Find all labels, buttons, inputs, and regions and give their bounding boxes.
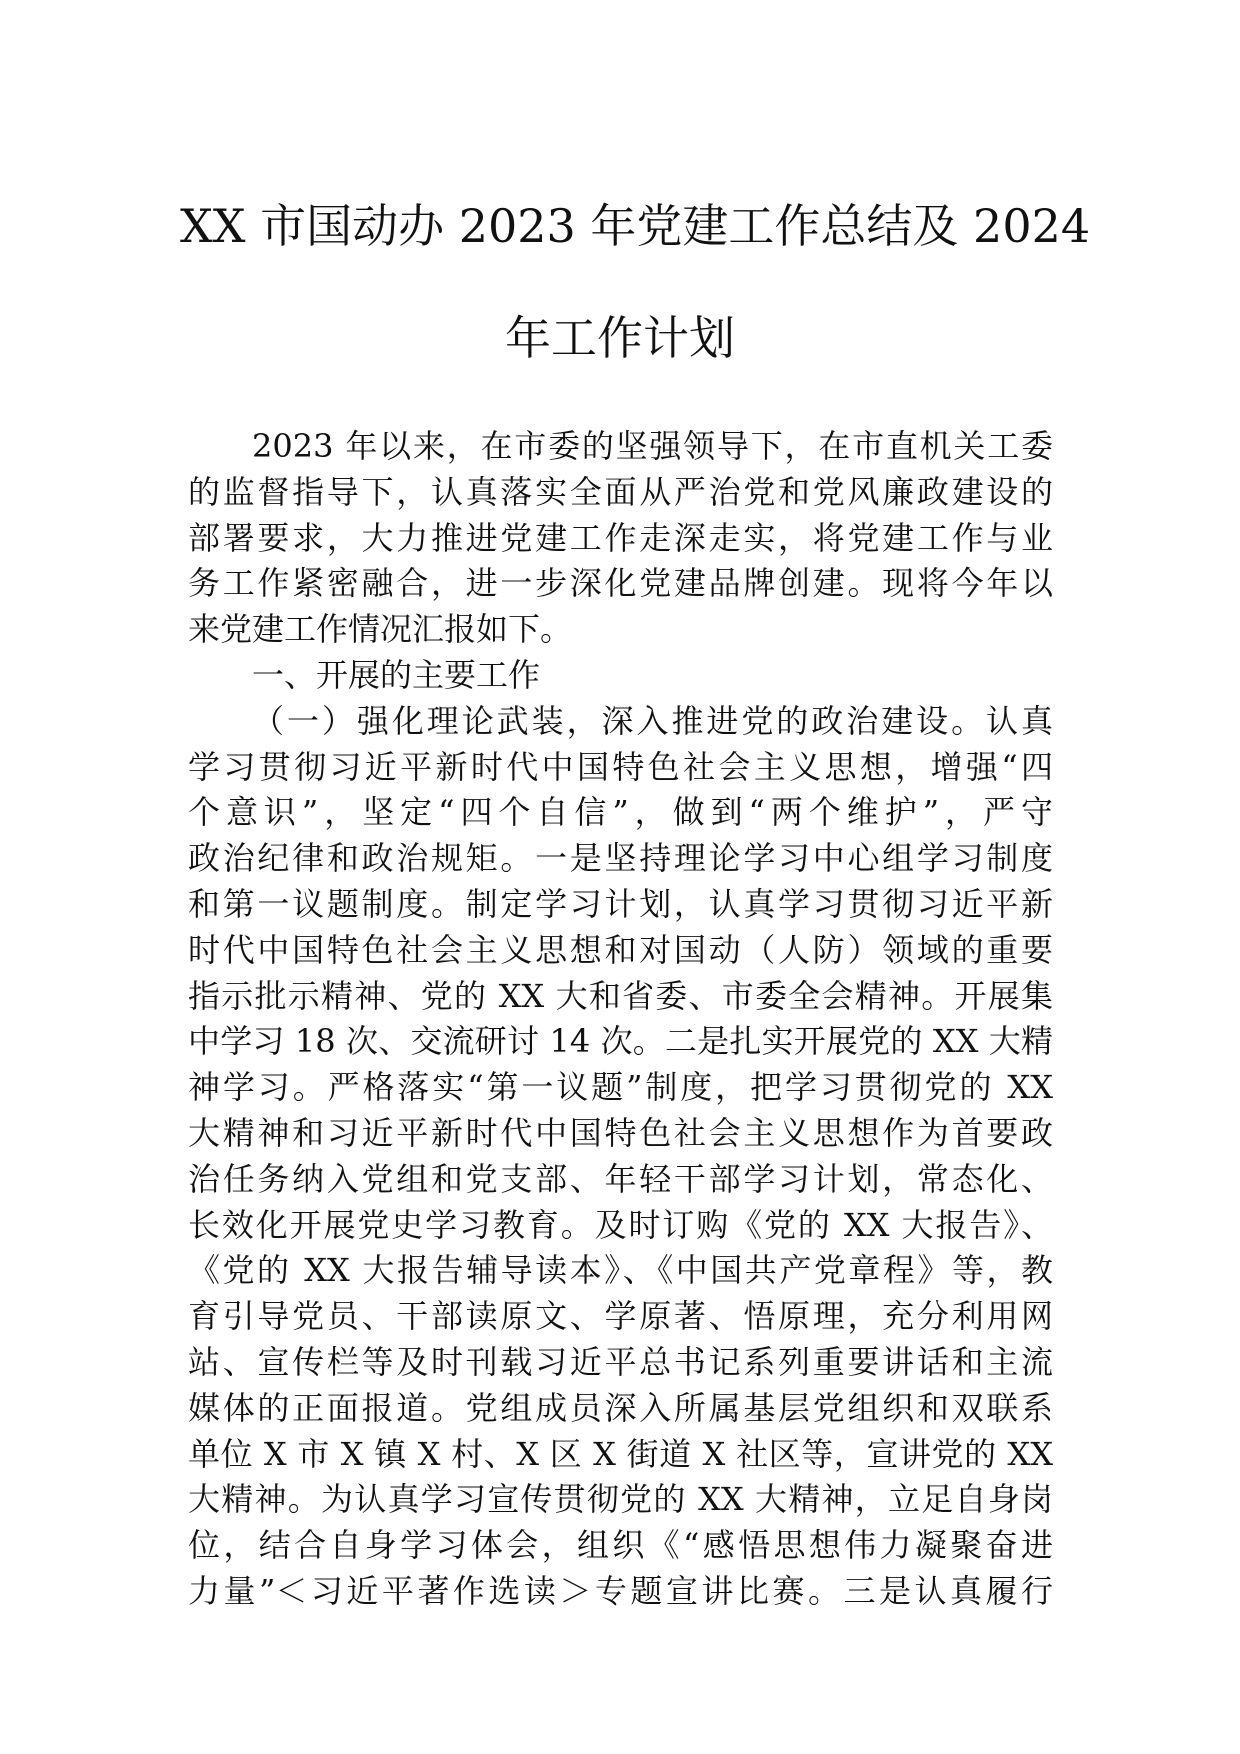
- paragraph-line: 媒体的正面报道。党组成员深入所属基层党组织和双联系: [188, 1388, 1053, 1427]
- paragraph-line: 政治纪律和政治规矩。一是坚持理论学习中心组学习制度: [188, 839, 1053, 878]
- paragraph-line: 力量”＜习近平著作选读＞专题宣讲比赛。三是认真履行: [188, 1571, 1053, 1610]
- document-body: [188, 424, 1053, 1615]
- paragraph-line: 时代中国特色社会主义思想和对国动（人防）领域的重要: [188, 930, 1053, 969]
- paragraph-line: 神学习。严格落实“第一议题”制度，把学习贯彻党的 XX: [188, 1068, 1053, 1107]
- paragraph-line: 来党建工作情况汇报如下。: [188, 610, 573, 649]
- paragraph-line: 大精神。为认真学习宣传贯彻党的 XX 大精神，立足自身岗: [188, 1480, 1053, 1519]
- paragraph-line: 治任务纳入党组和党支部、年轻干部学习计划，常态化、: [188, 1159, 1053, 1198]
- paragraph-line: 单位 X 市 X 镇 X 村、X 区 X 街道 X 社区等，宣讲党的 XX: [188, 1434, 1053, 1473]
- document-title-line-2: 年工作计划: [505, 311, 735, 365]
- paragraph-line: 中学习 18 次、交流研讨 14 次。二是扎实开展党的 XX 大精: [188, 1022, 1053, 1061]
- paragraph-line: 个意识”，坚定“四个自信”，做到“两个维护”，严守: [188, 793, 1053, 832]
- paragraph-line: 2023 年以来，在市委的坚强领导下，在市直机关工委: [252, 427, 1053, 465]
- section-heading: 一、开展的主要工作: [252, 655, 541, 694]
- paragraph-line: 站、宣传栏等及时刊载习近平总书记系列重要讲话和主流: [188, 1342, 1053, 1381]
- paragraph-line: 务工作紧密融合，进一步深化党建品牌创建。现将今年以: [188, 564, 1053, 603]
- paragraph-line: （一）强化理论武装，深入推进党的政治建设。认真: [252, 701, 1053, 740]
- paragraph-line: 和第一议题制度。制定学习计划，认真学习贯彻习近平新: [188, 884, 1053, 923]
- paragraph-line: 的监督指导下，认真落实全面从严治党和党风廉政建设的: [188, 472, 1053, 511]
- paragraph-line: 育引导党员、干部读原文、学原著、悟原理，充分利用网: [188, 1297, 1053, 1336]
- paragraph-line: 学习贯彻习近平新时代中国特色社会主义思想，增强“四: [188, 747, 1053, 786]
- paragraph-line: 指示批示精神、党的 XX 大和省委、市委全会精神。开展集: [188, 976, 1053, 1015]
- paragraph-line: 《党的 XX 大报告辅导读本》、《中国共产党章程》等，教: [188, 1251, 1053, 1290]
- document-title-line-1: XX 市国动办 2023 年党建工作总结及 2024: [180, 199, 1091, 253]
- paragraph-line: 部署要求，大力推进党建工作走深走实，将党建工作与业: [188, 518, 1053, 557]
- paragraph-line: 长效化开展党史学习教育。及时订购《党的 XX 大报告》、: [188, 1205, 1053, 1244]
- paragraph-line: 位，结合自身学习体会，组织《“感悟思想伟力凝聚奋进: [188, 1526, 1053, 1565]
- paragraph-line: 大精神和习近平新时代中国特色社会主义思想作为首要政: [188, 1113, 1053, 1152]
